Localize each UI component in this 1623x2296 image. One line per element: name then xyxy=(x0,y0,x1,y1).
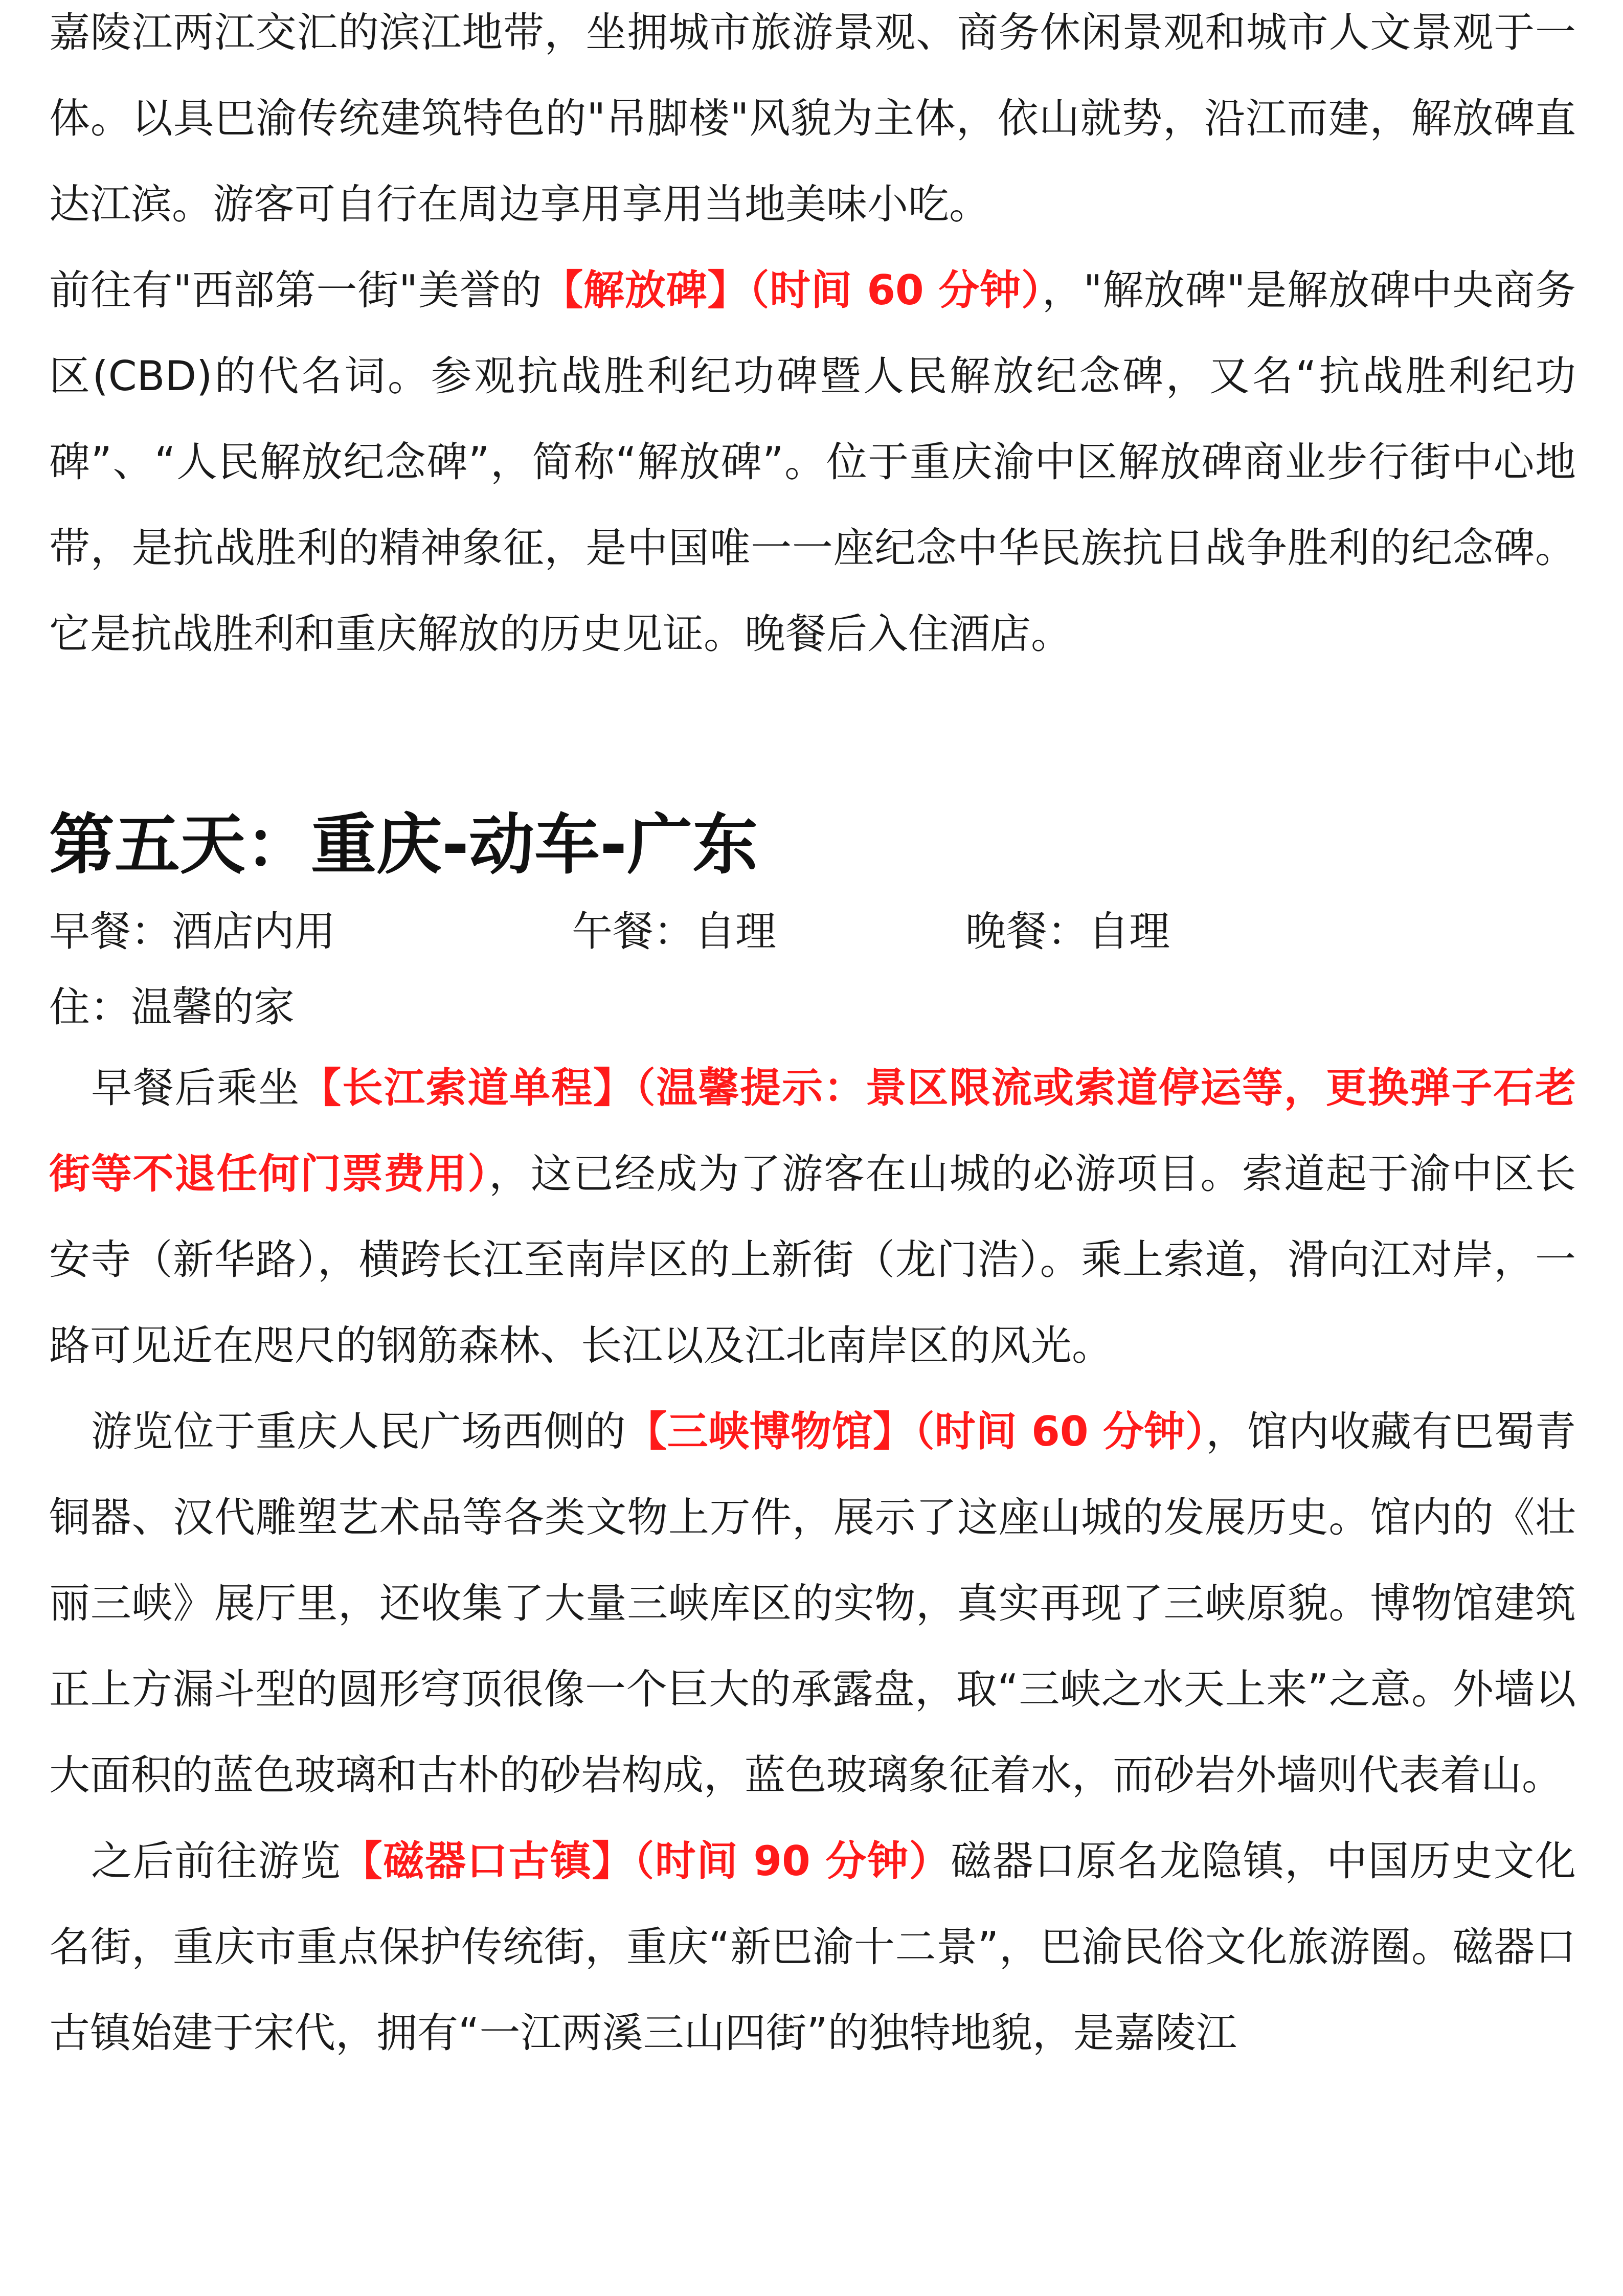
text-run: 磁器口原名龙隐镇，中国历史文化名街，重庆市重点保护传统街，重庆“新巴渝十二景”，巴渝民俗文化旅游圈。磁器口古镇始建于宋代，拥有“一江两溪三山四街”的独特地貌，是嘉陵江 xyxy=(49,1837,1576,2057)
attraction-highlight-ciqikou: 【磁器口古镇】（时间 90 分钟） xyxy=(341,1837,951,1885)
text-run: 游览位于重庆人民广场西侧的 xyxy=(91,1408,626,1455)
text-run: ，这已经成为了游客在山城的必游项目。索道起于渝中区长安寺（新华路），横跨长江至南岸区的上新街（龙门浩）。乘上索道，滑向江对岸，一路可见近在咫尺的钢筋森林、长江以及江北南岸区的风光。 xyxy=(49,1150,1576,1369)
section-spacer xyxy=(49,677,1576,797)
text-run: 前往有"西部第一街"美誉的 xyxy=(49,266,543,314)
lodging-info: 住：温馨的家 xyxy=(49,983,295,1031)
breakfast-info: 早餐：酒店内用 xyxy=(49,908,335,955)
text-run: 之后前往游览 xyxy=(91,1837,342,1885)
day-title: 第五天：重庆-动车-广东 xyxy=(49,807,758,883)
lunch-info: 午餐：自理 xyxy=(572,908,776,955)
attraction-highlight-museum: 【三峡博物馆】（时间 60 分钟） xyxy=(626,1408,1206,1455)
intro-paragraph-riverside: 嘉陵江两江交汇的滨江地带，坐拥城市旅游景观、商务休闲景观和城市人文景观于一体。以具巴渝传统建筑特色的"吊脚楼"风貌为主体，依山就势，沿江而建，解放碑直达江滨。游客可自行在周边享用享用当地美味小吃。 xyxy=(49,9,1576,228)
dinner-info: 晚餐：自理 xyxy=(965,908,1170,955)
day-paragraph-ciqikou xyxy=(49,1818,1576,2076)
day-paragraph-museum xyxy=(49,1389,1576,1818)
attraction-highlight-cableway: 【长江索道单程】（温馨提示：景区限流或索道停运等，更换弹子石老街等不退任何门票费用） xyxy=(49,1064,1576,1198)
intro-paragraph-jiefangbei xyxy=(49,247,1576,677)
text-run: 早餐后乘坐 xyxy=(91,1064,301,1112)
text-run: ，馆内收藏有巴蜀青铜器、汉代雕塑艺术品等各类文物上万件，展示了这座山城的发展历史。馆内的《壮丽三峡》展厅里，还收集了大量三峡库区的实物，真实再现了三峡原貌。博物馆建筑正上方漏斗型的圆形穹顶很像一个巨大的承露盘，取“三峡之水天上来”之意。外墙以大面积的蓝色玻璃和古朴的砂岩构成，蓝色玻璃象征着水，而砂岩外墙则代表着山。 xyxy=(49,1408,1576,1799)
text-run: ，"解放碑"是解放碑中央商务区(CBD)的代名词。参观抗战胜利纪功碑暨人民解放纪念碑，又名“抗战胜利纪功碑”、“人民解放纪念碑”，简称“解放碑”。位于重庆渝中区解放碑商业步行街中心地带，是抗战胜利的精神象征，是中国唯一一座纪念中华民族抗日战争胜利的纪念碑。它是抗战胜利和重庆解放的历史见证。晚餐后入住酒店。 xyxy=(49,266,1576,658)
attraction-highlight-jiefangbei: 【解放碑】（时间 60 分钟） xyxy=(542,266,1042,314)
meal-row xyxy=(49,894,1576,970)
day-paragraph-cableway xyxy=(49,1045,1576,1389)
